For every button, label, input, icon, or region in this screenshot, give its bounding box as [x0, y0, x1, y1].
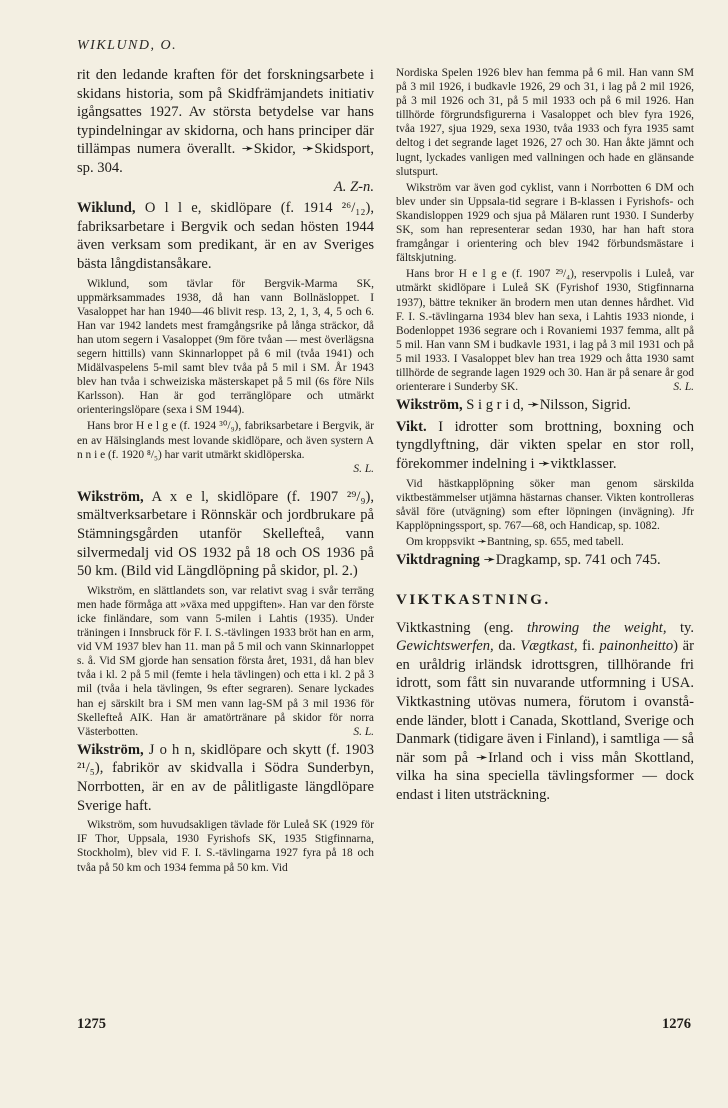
right-column	[396, 66, 694, 808]
section-body-italic: throwing the weight,	[527, 619, 667, 636]
section-heading: VIKTKASTNING.	[396, 591, 551, 608]
paragraph-text: Vid hästkapplöpning söker man genom särskilda viktbestämmelser utjämna hästarnas chanser. Vikten kontrolleras såväl före (utvägning) som efter löpningen (invägning). Jfr Kapplöpningssport, sp. 767—68, och Handicap, sp. 1082.	[396, 477, 694, 532]
paragraph-text: O l l e, skidlöpare (f. 1914 ²⁶/₁₂), fabriksarbetare i Bergvik och sedan hösten 1944 även verksam som predikant, är en av Sveriges bästa långdistansåkare.	[77, 200, 374, 272]
section-body-text: fi.	[577, 638, 600, 655]
paragraph-text: Wikström, som huvudsakligen tävlade för Luleå SK (1929 för IF Thor, Uppsala, 1930 Fyrishofs SK, 1935 Stigfinnarna, Stockholm), blev vid F. I. S.-tävlingarna 1927 fyra på 18 och tvåa på 50 km och 1934 femma på 50 km. Vid	[77, 819, 374, 874]
entry-headword: Wikström,	[77, 488, 144, 505]
entry-right_column-4	[396, 418, 694, 474]
paragraph-text: Hans bror H e l g e (f. 1907 ²⁹/₄), reservpolis i Luleå, var utmärkt skidlöpare i Luleå SK (Fyrishof 1930, Stigfinnarna 1937), bättre tekniker än brodern men utan dennes hårdhet. Vid F. I. S.-tävlingarna 1934 blev han sexa, i Lahtis 1933 nionde, i Bodenloppet 1936 segrare och i Rovaniemi 1937 femma, allt på 5 mil. Han vann SM i budkavle 1931, i lag på 3 mil 1931 och på 5 mil 1933. I Vasaloppet blev han trea 1929 och åtta 1930 samt tillhörde de segrande lagen 1929 och 30. Han är på senare år god orienterare i Sunderby SK.	[396, 268, 694, 394]
paragraph-gap	[77, 478, 374, 488]
paragraph-text: S i g r i d, ➛Nilsson, Sigrid.	[462, 397, 631, 414]
author-signature: S. L.	[353, 462, 374, 475]
paragraph-text: Om kroppsvikt ➛Bantning, sp. 655, med tabell.	[406, 535, 624, 548]
section-body-italic: painonheitto	[599, 638, 674, 655]
section-body-text: da.	[493, 638, 521, 655]
section-body-italic: Gewichtswerfen,	[396, 638, 494, 655]
paragraph-right_column-2	[396, 267, 694, 394]
entry-headword: Vikt.	[396, 418, 427, 435]
paragraph-text: A x e l, skidlöpare (f. 1907 ²⁹/₉), smältverksarbetare i Rönnskär och jordbrukare på Stämningsgården utanför Skellefteå, vann silvermedalj vid OS 1932 på 18 och OS 1936 på 50 km. (Bild vid Längdlöpning på skidor, pl. 2.)	[77, 488, 374, 580]
entry-headword: Wikström,	[77, 741, 144, 758]
paragraph-text: Wiklund, som tävlar för Bergvik-Marma SK, uppmärksammades 1938, då han vann Bollnäsloppet. I Vasaloppet har han 1940—46 blivit resp. 13, 2, 1, 3, 4, 5 och 6. Han var 1942 landets mest framgångsrike på långa sträckor, då han utom segern i Vasaloppet (9m före tvåan — mest överlägsna segern hittills) vann Skinnarloppet på 6 mil (tvåa 1941) och Midälvaspelens 5-mil samt blev tvåa på 5 mil i SM. År 1943 blev han tvåa i schweiziska mästerskapet på 5 mil (6s före Nils Karlsson). Han är god terränglöpare och utmärkt orienteringslöpare (sexa i SM 1944).	[77, 277, 374, 417]
paragraph-text: ➛Dragkamp, sp. 741 och 745.	[479, 552, 661, 568]
paragraph-text: Hans bror H e l g e (f. 1924 ³⁰/₉), fabriksarbetare i Bergvik, är en av Hälsinglands mest lovande skidlöpare, och även systern A n n i e (f. 1920 ⁸/₅) har varit utmärkt skidlöperska.	[77, 420, 374, 461]
author-signature: S. L.	[673, 381, 694, 394]
paragraph-left_column-7	[77, 818, 374, 874]
entry-right_column-7	[396, 551, 694, 570]
page-number-right: 1276	[662, 1016, 691, 1032]
author-signature: S. L.	[353, 725, 374, 738]
page-number-left: 1275	[77, 1016, 106, 1032]
paragraph-left_column-3	[77, 419, 374, 475]
running-head: WIKLUND, O.	[77, 38, 178, 53]
paragraph-text: Nordiska Spelen 1926 blev han femma på 6 mil. Han vann SM på 3 mil 1926, i budkavle 1926, 29 och 31, i lag på 2 mil 1926, på 3 mil 1926 och 31, på 5 mil 1933 och på 6 mil 1926. Han tillhörde förgrundsfigurerna i Vasaloppet och blev fyra 1926, tvåa 1927, sjua 1929, sexa 1930, tvåa 1933 och fyra 1935 samt deltog i det segrande laget 1926, 27 och 30. Han åkte jämnt och lugnt, lyckades vanligen med vallningen och hade en glänsande slutspurt.	[396, 67, 694, 178]
entry-left_column-1	[77, 199, 374, 273]
paragraph-text: Wikström var även god cyklist, vann i Norrbotten 6 DM och blev under sin Uppsala-tid segrare i B-klassen i Fyrishofs- och Skandisloppen 1929 och sjua på Mälaren runt 1930. I Sunderby SK, som han representerar sedan 1930, har han haft stora framgångar i orientering och blev 1942 förbundsmästare i fältskjutning.	[396, 181, 694, 265]
section-body-text: Viktkastning (eng.	[396, 619, 528, 636]
entry-left_column-4	[77, 488, 374, 581]
entry-headword: Wiklund,	[77, 200, 136, 217]
paragraph-text: Wikström, en slättlandets son, var relativt svag i svår terräng men hade förmåga att »växa med uppgiften». Han var den förste icke finländare, som vann 5-milen i Lahtis (1935). Under träningen i Innsbruck för F. I. S.-tävlingen 1933 bröt han en arm, vid VM 1937 blev han 11. man på 5 mil och vann Skinnarloppet s. å. Vid SM gjorde han sensation första året, 1931, då han blev tvåa i kl. 2 på 5 mil (femte i hela tävlingen) och etta i kl. 2 på 3 mil (tvåa i hela tävlingen, 9s efter segraren). Senare lyckades han ej särskilt bra i SM men vann lag-SM på 3 mil 1936 för Skellefteå AIK. Han är amatörtränare på skidor för norra Västerbotten.	[77, 584, 374, 738]
section-body-text: ) är en uråldrig irländsk idrottsgren, tillhörande fri idrott, som fått sin nuvarande utformning i USA. Viktkastning utövas numera, förutom i ovanstående länder, blott i Canada, Skottland, Sverige och Danmark (tidigare även i Finland), i samtliga — så när som på ➛Irland och i viss mån Skottland, vilka ha sina speciella tävlingsformer — dock endast i liten utsträckning.	[396, 638, 694, 803]
entry-headword: Viktdragning	[396, 552, 480, 568]
right-entries	[396, 66, 694, 570]
paragraph-text: rit den ledande kraften för det forskningsarbete i skidans historia, som på Skidfrämjandets initiativ igångsattes 1927. Av största betydelse var hans typindelningar av skidorna, och hans principer där tillämpas numera överallt. ➛Skidor, ➛Skidsport, sp. 304.	[77, 67, 374, 176]
entry-left_column-6	[77, 741, 374, 815]
paragraph-text: I idrotter som brottning, boxning och tyngdlyftning, där vikten spelar en stor roll, förekommer indelning i ➛viktklasser.	[396, 418, 694, 472]
paragraph-text: J o h n, skidlöpare och skytt (f. 1903 ²¹/₅), fabrikör av skidvalla i Södra Sunderbyn, Norrbotten, är en av de pålitligaste längdlöpare Sverige haft.	[77, 741, 374, 814]
author-signature: A. Z-n.	[333, 178, 374, 195]
entry-right_column-3	[396, 396, 694, 415]
section-body	[396, 619, 694, 805]
section-body-text: ty.	[666, 619, 695, 636]
paragraph-right_column-0	[396, 66, 694, 179]
paragraph-right_column-6	[396, 535, 694, 549]
section-body-italic: Vægtkast,	[520, 638, 578, 655]
paragraph-right_column-1	[396, 181, 694, 266]
left-column	[77, 66, 374, 877]
paragraph-left_column-2	[77, 277, 374, 418]
paragraph-right_column-5	[396, 477, 694, 533]
paragraph-left_column-0	[77, 66, 374, 196]
entry-headword: Wikström,	[396, 397, 463, 414]
paragraph-left_column-5	[77, 584, 374, 739]
